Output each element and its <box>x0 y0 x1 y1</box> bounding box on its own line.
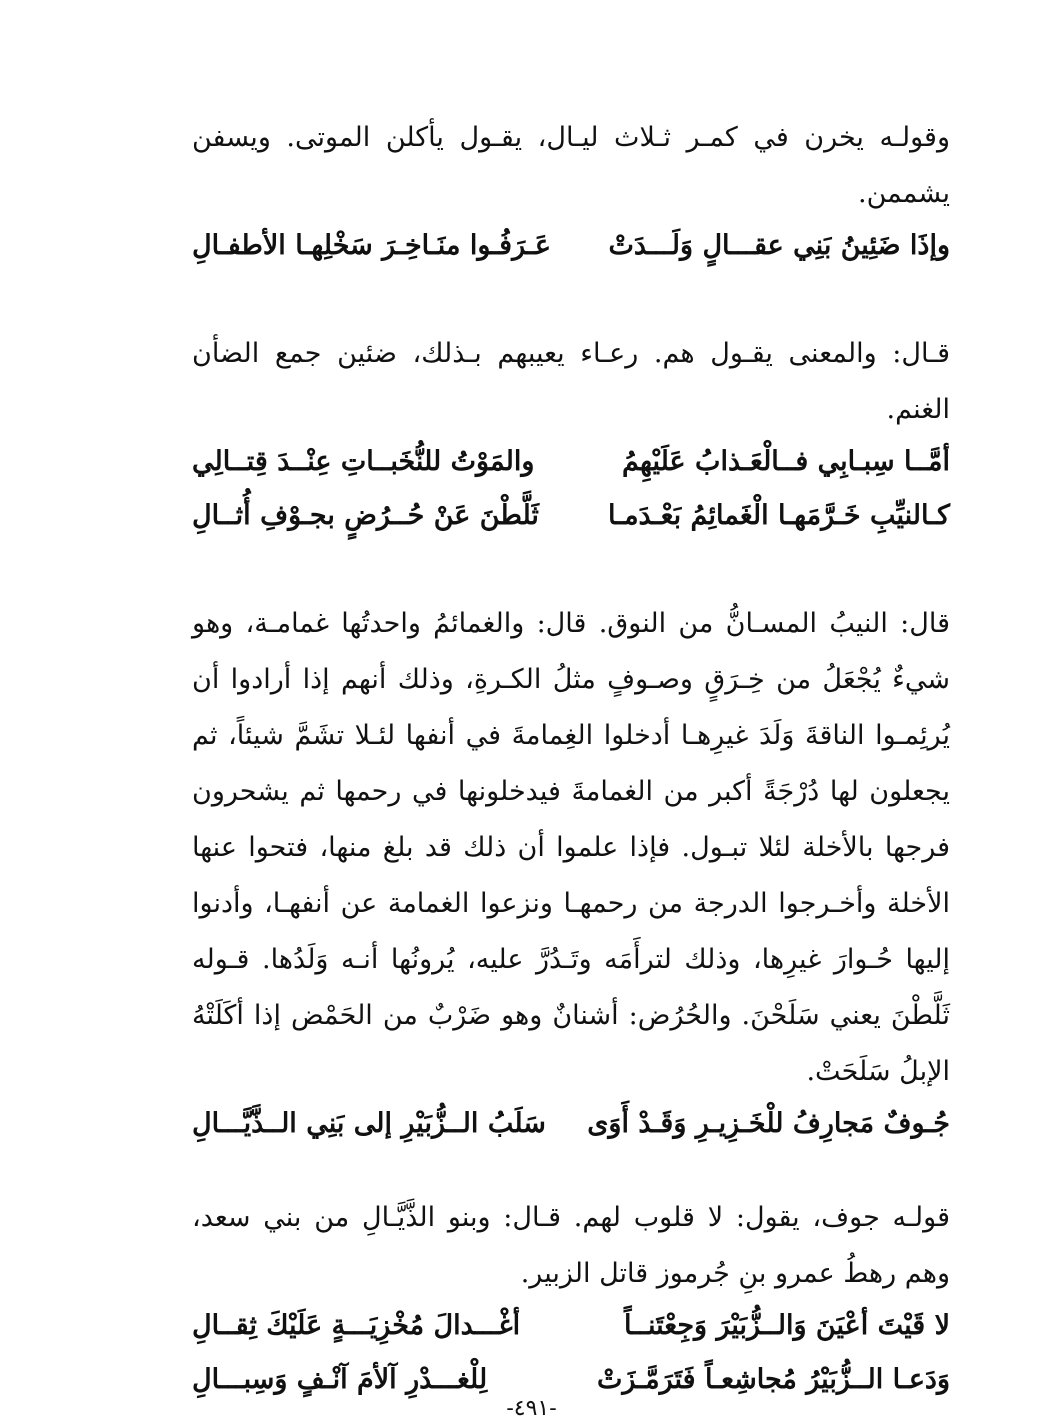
verse-6-second-hemistich: لِلْغـــدْرِ آلأمَ آنْـفٍ وَسِبـــالِ <box>192 1364 488 1395</box>
verse-1 <box>192 222 950 270</box>
verse-5-first-hemistich: لا قَيْتَ أعْيَنَ وَالــزُّبَيْرَ وَجِعْتَنــاً <box>623 1310 950 1341</box>
page-body <box>192 110 950 1404</box>
verse-5 <box>192 1302 950 1350</box>
verse-2-first-hemistich: أمَّــا سِبـابِي فــالْعَـذابُ عَلَيْهِمُ <box>622 446 950 477</box>
verse-1-second-hemistich: عَـرَفُـوا منَـاخِـرَ سَخْلِهـا الأطفـالِ <box>192 230 552 261</box>
verse-3-second-hemistich: ثَلَّطْنَ عَنْ حُــرُضٍ بجـوْفِ أُثــالِ <box>192 500 539 531</box>
verse-4-second-hemistich: سَلَبُ الــزُّبَيْرِ إلى بَنِي الــذَّيَّـــالِ <box>192 1108 546 1139</box>
verse-5-second-hemistich: أغْـــدالَ مُخْزِيَـــةٍ عَلَيْكَ ثِقــالِ <box>192 1310 521 1341</box>
paragraph-4: قولـه جوف، يقول: لا قلوب لهم. قـال: وبنو الذَّيَّـالِ من بني سعد، وهم رهطُ عمرو بنِ جُرموز قاتل الزبير. <box>192 1202 950 1289</box>
verse-1-first-hemistich: وإذَا ضَئِينُ بَنِي عقـــالٍ وَلَـــدَتْ <box>608 230 950 261</box>
page-number: -٤٩١- <box>506 1396 557 1421</box>
verse-2-second-hemistich: والمَوْتُ للنُّخَبــاتِ عِنْــدَ قِتــالِي <box>192 446 535 477</box>
verse-4 <box>192 1100 950 1148</box>
verse-6-first-hemistich: وَدَعـا الــزُّبَيْرُ مُجاشِعـاً فَتَرَمَّـزَتْ <box>596 1364 950 1395</box>
verse-3 <box>192 492 950 540</box>
paragraph-2: قـال: والمعنى يقـول هم. رعـاء يعيبهم بـذلك، ضئين جمع الضأن الغنم. <box>192 338 950 425</box>
paragraph-1: وقولـه يخرن في كمـر ثـلاث ليـال، يقـول يأكلن الموتى. ويسفن يشممن. <box>192 122 950 209</box>
verse-2 <box>192 438 950 486</box>
paragraph-3: قال: النيبُ المسـانُّ من النوق. قال: والغمائمُ واحدتُها غمامـة، وهو شيءٌ يُجْعَلُ من خِـرَقٍ وصـوفٍ مثلُ الكـرةِ، وذلك أنهم إذا أرادوا أن يُرئِمـوا الناقةَ وَلَدَ غيرِهـا أدخلوا الغِمامةَ في أنفها لئـلا تشَمَّ شيئاً، ثم يجعلون لها دُرْجَةً أكبر من الغمامةَ فيدخلونها في رحمها ثم يشحرون فرجها بالأخلة لئلا تبـول. فإذا علموا أن ذلك قد بلغ منها، فتحوا عنها الأخلة وأخـرجوا الدرجة من رحمهـا ونزعوا الغمامة عن أنفهـا، وأدنوا إليها حُـوارَ غيرِها، وذلك لترأَمَه وتَـدُرَّ عليه، يُرونُها أنـه وَلَدُها. قـوله ثَلَّطْنَ يعني سَلَحْنَ. والحُرُض: أشنانٌ وهو ضَرْبٌ من الحَمْض إذا أكَلَتْهُ الإبلُ سَلَحَتْ. <box>192 608 950 1087</box>
verse-3-first-hemistich: كـالنيِّبِ خَـرَّمَهـا الْغَمائِمُ بَعْـدَمـا <box>607 500 950 531</box>
verse-4-first-hemistich: جُـوفٌ مَجارِفُ للْخَـزِيـرِ وَقَـدْ أَوَى <box>587 1108 950 1139</box>
